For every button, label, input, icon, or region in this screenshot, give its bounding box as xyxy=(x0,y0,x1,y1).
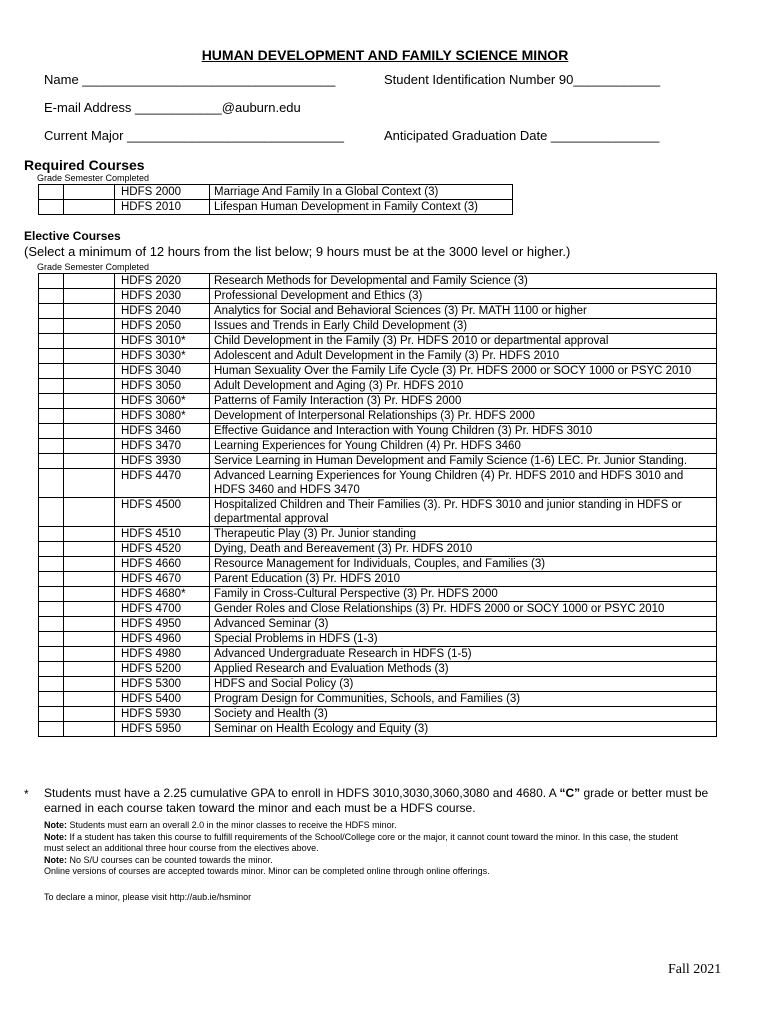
grade-cell[interactable] xyxy=(39,677,64,692)
semester-cell[interactable] xyxy=(64,542,115,557)
elective-courses-heading: Elective Courses xyxy=(24,229,121,243)
course-title: Professional Development and Ethics (3) xyxy=(210,289,717,304)
course-code: HDFS 3060* xyxy=(115,394,210,409)
semester-cell[interactable] xyxy=(64,722,115,737)
course-code: HDFS 3030* xyxy=(115,349,210,364)
graduation-date-field[interactable]: Anticipated Graduation Date _______________ xyxy=(384,128,660,143)
semester-cell[interactable] xyxy=(64,200,115,215)
course-row xyxy=(39,409,717,424)
course-title: Research Methods for Developmental and Family Science (3) xyxy=(210,274,717,289)
grade-cell[interactable] xyxy=(39,334,64,349)
note-line xyxy=(44,855,694,867)
grade-cell[interactable] xyxy=(39,469,64,498)
grade-cell[interactable] xyxy=(39,424,64,439)
course-row xyxy=(39,364,717,379)
term-label: Fall 2021 xyxy=(668,962,722,977)
course-title: Gender Roles and Close Relationships (3) Pr. HDFS 2000 or SOCY 1000 or PSYC 2010 xyxy=(210,602,717,617)
course-row xyxy=(39,274,717,289)
course-title: Advanced Seminar (3) xyxy=(210,617,717,632)
course-title: Marriage And Family In a Global Context (3) xyxy=(210,185,513,200)
semester-cell[interactable] xyxy=(64,379,115,394)
course-row xyxy=(39,334,717,349)
course-row xyxy=(39,394,717,409)
note-text: Online versions of courses are accepted towards minor. Minor can be completed online through online offerings. xyxy=(44,866,490,876)
gpa-footnote-text-end: grade or better must be earned in each course taken toward the minor and each must be a HDFS course. xyxy=(44,786,709,815)
course-code: HDFS 4980 xyxy=(115,647,210,662)
course-code: HDFS 4470 xyxy=(115,469,210,498)
course-row xyxy=(39,379,717,394)
grade-cell[interactable] xyxy=(39,289,64,304)
grade-cell[interactable] xyxy=(39,439,64,454)
grade-requirement: “C” xyxy=(559,786,581,800)
semester-cell[interactable] xyxy=(64,617,115,632)
name-field[interactable]: Name ___________________________________ xyxy=(44,72,336,87)
grade-cell[interactable] xyxy=(39,200,64,215)
semester-cell[interactable] xyxy=(64,364,115,379)
course-row xyxy=(39,319,717,334)
course-code: HDFS 4960 xyxy=(115,632,210,647)
semester-cell[interactable] xyxy=(64,498,115,527)
course-code: HDFS 5200 xyxy=(115,662,210,677)
grade-cell[interactable] xyxy=(39,617,64,632)
course-title: Family in Cross-Cultural Perspective (3) Pr. HDFS 2000 xyxy=(210,587,717,602)
semester-cell[interactable] xyxy=(64,349,115,364)
course-row xyxy=(39,707,717,722)
course-title: Development of Interpersonal Relationships (3) Pr. HDFS 2000 xyxy=(210,409,717,424)
grade-cell[interactable] xyxy=(39,319,64,334)
semester-cell[interactable] xyxy=(64,439,115,454)
course-code: HDFS 3930 xyxy=(115,454,210,469)
course-title: Issues and Trends in Early Child Development (3) xyxy=(210,319,717,334)
course-title: Effective Guidance and Interaction with Young Children (3) Pr. HDFS 3010 xyxy=(210,424,717,439)
required-column-header: Grade Semester Completed xyxy=(37,173,150,183)
course-row xyxy=(39,572,717,587)
course-title: Learning Experiences for Young Children (4) Pr. HDFS 3460 xyxy=(210,439,717,454)
note-label: Note: xyxy=(44,831,67,842)
semester-cell[interactable] xyxy=(64,454,115,469)
course-title: Seminar on Health Ecology and Equity (3) xyxy=(210,722,717,737)
semester-cell[interactable] xyxy=(64,424,115,439)
note-label: Note: xyxy=(44,854,67,865)
semester-cell[interactable] xyxy=(64,662,115,677)
grade-cell[interactable] xyxy=(39,409,64,424)
course-code: HDFS 5300 xyxy=(115,677,210,692)
course-title: Advanced Undergraduate Research in HDFS (1-5) xyxy=(210,647,717,662)
semester-cell[interactable] xyxy=(64,289,115,304)
course-code: HDFS 2030 xyxy=(115,289,210,304)
grade-cell[interactable] xyxy=(39,692,64,707)
course-row xyxy=(39,439,717,454)
course-row xyxy=(39,527,717,542)
course-title: Program Design for Communities, Schools, and Families (3) xyxy=(210,692,717,707)
course-title: Human Sexuality Over the Family Life Cycle (3) Pr. HDFS 2000 or SOCY 1000 or PSYC 2010 xyxy=(210,364,717,379)
note-line xyxy=(44,820,694,832)
student-id-field[interactable]: Student Identification Number 90____________ xyxy=(384,72,661,87)
course-code: HDFS 3050 xyxy=(115,379,210,394)
required-courses-heading: Required Courses xyxy=(24,157,145,173)
grade-cell[interactable] xyxy=(39,602,64,617)
course-title: Service Learning in Human Development and Family Science (1-6) LEC. Pr. Junior Standing. xyxy=(210,454,717,469)
course-row xyxy=(39,557,717,572)
grade-cell[interactable] xyxy=(39,304,64,319)
course-row xyxy=(39,498,717,527)
course-row xyxy=(39,632,717,647)
course-code: HDFS 4670 xyxy=(115,572,210,587)
course-code: HDFS 3470 xyxy=(115,439,210,454)
elective-courses-table xyxy=(38,273,717,737)
grade-cell[interactable] xyxy=(39,364,64,379)
grade-cell[interactable] xyxy=(39,394,64,409)
semester-cell[interactable] xyxy=(64,185,115,200)
grade-cell[interactable] xyxy=(39,707,64,722)
course-row xyxy=(39,692,717,707)
course-code: HDFS 2000 xyxy=(115,185,210,200)
course-code: HDFS 4520 xyxy=(115,542,210,557)
semester-cell[interactable] xyxy=(64,692,115,707)
course-code: HDFS 4660 xyxy=(115,557,210,572)
grade-cell[interactable] xyxy=(39,185,64,200)
course-title: Patterns of Family Interaction (3) Pr. HDFS 2000 xyxy=(210,394,717,409)
course-row xyxy=(39,185,513,200)
course-code: HDFS 2050 xyxy=(115,319,210,334)
course-title: Therapeutic Play (3) Pr. Junior standing xyxy=(210,527,717,542)
course-row xyxy=(39,587,717,602)
course-code: HDFS 3460 xyxy=(115,424,210,439)
grade-cell[interactable] xyxy=(39,274,64,289)
course-code: HDFS 2010 xyxy=(115,200,210,215)
note-text: Students must earn an overall 2.0 in the minor classes to receive the HDFS minor. xyxy=(67,820,397,830)
semester-cell[interactable] xyxy=(64,394,115,409)
course-title: Adolescent and Adult Development in the Family (3) Pr. HDFS 2010 xyxy=(210,349,717,364)
course-row xyxy=(39,602,717,617)
notes-block xyxy=(44,820,694,878)
course-title: Hospitalized Children and Their Families (3). Pr. HDFS 3010 and junior standing in HDFS or departmental approval xyxy=(210,498,717,527)
grade-cell[interactable] xyxy=(39,572,64,587)
current-major-field[interactable]: Current Major ______________________________ xyxy=(44,128,344,143)
course-row xyxy=(39,200,513,215)
semester-cell[interactable] xyxy=(64,677,115,692)
course-code: HDFS 4510 xyxy=(115,527,210,542)
note-line xyxy=(44,866,694,878)
course-row xyxy=(39,304,717,319)
grade-cell[interactable] xyxy=(39,662,64,677)
course-title: HDFS and Social Policy (3) xyxy=(210,677,717,692)
grade-cell[interactable] xyxy=(39,379,64,394)
course-code: HDFS 3010* xyxy=(115,334,210,349)
grade-cell[interactable] xyxy=(39,557,64,572)
semester-cell[interactable] xyxy=(64,557,115,572)
semester-cell[interactable] xyxy=(64,409,115,424)
declare-minor-text: To declare a minor, please visit http://aub.ie/hsminor xyxy=(44,892,252,902)
course-title: Special Problems in HDFS (1-3) xyxy=(210,632,717,647)
semester-cell[interactable] xyxy=(64,707,115,722)
course-row xyxy=(39,469,717,498)
course-title: Analytics for Social and Behavioral Sciences (3) Pr. MATH 1100 or higher xyxy=(210,304,717,319)
semester-cell[interactable] xyxy=(64,647,115,662)
course-title: Applied Research and Evaluation Methods (3) xyxy=(210,662,717,677)
grade-cell[interactable] xyxy=(39,349,64,364)
note-text: If a student has taken this course to fulfill requirements of the School/College core or the major, it cannot count toward the minor. In this case, the student must select an additional three hour course from the electives above. xyxy=(44,831,678,853)
course-row xyxy=(39,349,717,364)
note-text: No S/U courses can be counted towards the minor. xyxy=(67,854,273,865)
course-code: HDFS 4950 xyxy=(115,617,210,632)
course-title: Society and Health (3) xyxy=(210,707,717,722)
course-title: Advanced Learning Experiences for Young Children (4) Pr. HDFS 2010 and HDFS 3010 and HDFS 3460 and HDFS 3470 xyxy=(210,469,717,498)
semester-cell[interactable] xyxy=(64,572,115,587)
course-row xyxy=(39,424,717,439)
course-code: HDFS 3040 xyxy=(115,364,210,379)
course-title: Parent Education (3) Pr. HDFS 2010 xyxy=(210,572,717,587)
course-code: HDFS 2040 xyxy=(115,304,210,319)
grade-cell[interactable] xyxy=(39,454,64,469)
course-title: Adult Development and Aging (3) Pr. HDFS 2010 xyxy=(210,379,717,394)
footnote-marker: * xyxy=(24,787,29,801)
course-title: Dying, Death and Bereavement (3) Pr. HDFS 2010 xyxy=(210,542,717,557)
course-code: HDFS 5950 xyxy=(115,722,210,737)
elective-instructions: (Select a minimum of 12 hours from the list below; 9 hours must be at the 3000 level or higher.) xyxy=(24,244,571,259)
course-title: Lifespan Human Development in Family Context (3) xyxy=(210,200,513,215)
grade-cell[interactable] xyxy=(39,542,64,557)
course-row xyxy=(39,454,717,469)
semester-cell[interactable] xyxy=(64,527,115,542)
course-row xyxy=(39,647,717,662)
semester-cell[interactable] xyxy=(64,274,115,289)
course-row xyxy=(39,677,717,692)
course-row xyxy=(39,289,717,304)
grade-cell[interactable] xyxy=(39,587,64,602)
semester-cell[interactable] xyxy=(64,334,115,349)
course-row xyxy=(39,662,717,677)
course-code: HDFS 4700 xyxy=(115,602,210,617)
grade-cell[interactable] xyxy=(39,722,64,737)
course-code: HDFS 5400 xyxy=(115,692,210,707)
note-label: Note: xyxy=(44,820,67,830)
course-row xyxy=(39,722,717,737)
semester-cell[interactable] xyxy=(64,587,115,602)
gpa-footnote-text: Students must have a 2.25 cumulative GPA to enroll in HDFS 3010,3030,3060,3080 and 4680. A xyxy=(44,786,560,800)
course-code: HDFS 5930 xyxy=(115,707,210,722)
grade-cell[interactable] xyxy=(39,498,64,527)
gpa-footnote xyxy=(44,786,724,816)
grade-cell[interactable] xyxy=(39,632,64,647)
required-courses-table xyxy=(38,184,513,215)
semester-cell[interactable] xyxy=(64,304,115,319)
elective-column-header: Grade Semester Completed xyxy=(37,262,150,272)
semester-cell[interactable] xyxy=(64,632,115,647)
course-code: HDFS 4500 xyxy=(115,498,210,527)
course-code: HDFS 4680* xyxy=(115,587,210,602)
semester-cell[interactable] xyxy=(64,319,115,334)
email-field[interactable]: E-mail Address ____________@auburn.edu xyxy=(44,100,301,115)
course-title: Resource Management for Individuals, Couples, and Families (3) xyxy=(210,557,717,572)
course-code: HDFS 2020 xyxy=(115,274,210,289)
course-title: Child Development in the Family (3) Pr. HDFS 2010 or departmental approval xyxy=(210,334,717,349)
course-row xyxy=(39,617,717,632)
course-row xyxy=(39,542,717,557)
grade-cell[interactable] xyxy=(39,527,64,542)
note-line xyxy=(44,832,694,855)
grade-cell[interactable] xyxy=(39,647,64,662)
course-code: HDFS 3080* xyxy=(115,409,210,424)
semester-cell[interactable] xyxy=(64,469,115,498)
semester-cell[interactable] xyxy=(64,602,115,617)
form-title: HUMAN DEVELOPMENT AND FAMILY SCIENCE MINOR xyxy=(201,47,569,63)
